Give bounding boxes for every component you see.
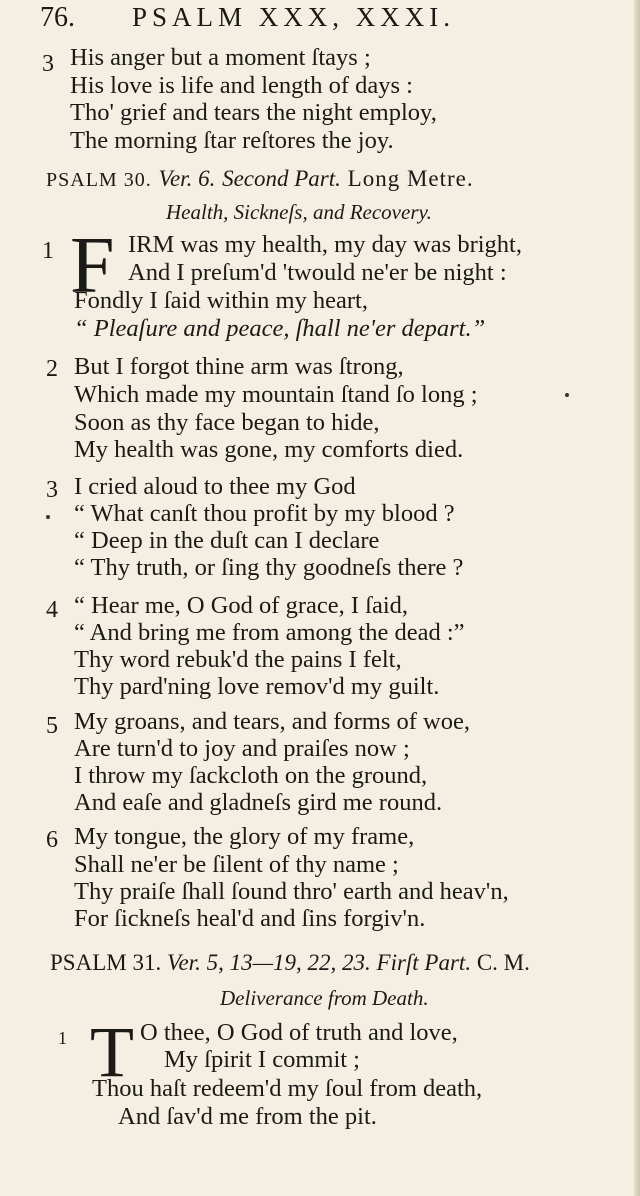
psalm-number: PSALM 31. — [50, 950, 162, 975]
verse-line: Thou haſt redeem'd my ſoul from death, — [92, 1075, 483, 1102]
verse-line: And I preſum'd 'twould ne'er be night : — [128, 259, 507, 286]
stanza-number: 4 — [46, 597, 58, 623]
stanza-number: 3 — [46, 477, 58, 503]
verse-line: My health was gone, my comforts died. — [74, 436, 464, 463]
verse-line: Fondly I ſaid within my heart, — [74, 287, 368, 314]
verse-line: “ And bring me from among the dead :” — [74, 619, 465, 646]
verse-reference: Ver. 6. — [158, 166, 216, 191]
verse-line: His anger but a moment ſtays ; — [70, 44, 371, 71]
metre-label: Long Metre. — [347, 166, 474, 191]
drop-cap: F — [70, 222, 115, 310]
running-title: PSALM XXX, XXXI. — [132, 2, 456, 32]
verse-line: I throw my ſackcloth on the ground, — [74, 762, 428, 789]
drop-cap: T — [90, 1012, 134, 1092]
verse-line: And eaſe and gladneſs gird me round. — [74, 789, 443, 816]
psalm-number: PSALM 30. — [46, 169, 152, 191]
part-label: Firſt Part. — [376, 950, 472, 975]
page-gutter-edge — [634, 0, 640, 1196]
metre-label: C. M. — [476, 950, 530, 975]
verse-line: Which made my mountain ſtand ſo long ; — [74, 381, 478, 408]
ink-speck — [565, 393, 569, 397]
stanza-number: 3 — [42, 51, 54, 77]
psalm-31-subtitle: Deliverance from Death. — [220, 986, 429, 1010]
verse-line: “ Deep in the duſt can I declare — [74, 527, 380, 554]
verse-line: And ſav'd me from the pit. — [118, 1103, 377, 1130]
verse-line: My tongue, the glory of my frame, — [74, 823, 415, 850]
verse-line: “ Hear me, O God of grace, I ſaid, — [74, 592, 409, 619]
verse-line: Shall ne'er be ſilent of thy name ; — [74, 851, 399, 878]
verse-line: O thee, O God of truth and love, — [140, 1019, 458, 1046]
psalm-30-heading — [46, 166, 474, 192]
verse-line: But I forgot thine arm was ſtrong, — [74, 353, 404, 380]
verse-line: Soon as thy face began to hide, — [74, 409, 380, 436]
verse-line: Thy word rebuk'd the pains I felt, — [74, 646, 402, 673]
verse-line: “ Pleaſure and peace, ſhall ne'er depart.” — [74, 315, 486, 342]
ink-speck — [46, 515, 50, 519]
stanza-number: 5 — [46, 713, 58, 739]
verse-line: “ Thy truth, or ſing thy goodneſs there ? — [74, 554, 464, 581]
verse-line: His love is life and length of days : — [70, 72, 413, 99]
stanza-number: 6 — [46, 827, 58, 853]
psalm-30-subtitle: Health, Sickneſs, and Recovery. — [166, 200, 432, 224]
verse-line: My ſpirit I commit ; — [164, 1046, 360, 1073]
verse-line: For ſickneſs heal'd and ſins forgiv'n. — [74, 905, 426, 932]
verse-line: Tho' grief and tears the night employ, — [70, 99, 437, 126]
verse-line: My groans, and tears, and forms of woe, — [74, 708, 470, 735]
verse-line: Thy praiſe ſhall ſound thro' earth and heav'n, — [74, 878, 509, 905]
verse-line: IRM was my health, my day was bright, — [128, 231, 522, 258]
page-number: 76. — [40, 2, 75, 33]
stanza-number: 2 — [46, 356, 58, 382]
stanza-number: 1 — [58, 1028, 67, 1048]
stanza-number: 1 — [42, 238, 54, 264]
verse-reference: Ver. 5, 13—19, 22, 23. — [166, 950, 371, 975]
verse-line: The morning ſtar reſtores the joy. — [70, 127, 394, 154]
verse-line: Thy pard'ning love remov'd my guilt. — [74, 673, 440, 700]
psalm-31-heading — [50, 950, 530, 976]
running-header — [40, 2, 620, 42]
verse-line: Are turn'd to joy and praiſes now ; — [74, 735, 410, 762]
part-label: Second Part. — [222, 166, 341, 191]
verse-line: “ What canſt thou profit by my blood ? — [74, 500, 455, 527]
verse-line: I cried aloud to thee my God — [74, 473, 356, 500]
